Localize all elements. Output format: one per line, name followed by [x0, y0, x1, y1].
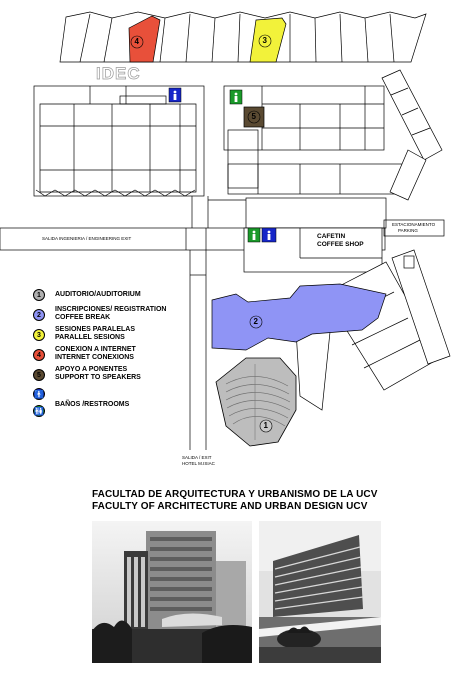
bottom-exit-label-1: SALIDA / EXIT	[182, 455, 212, 460]
legend-swatch-1: 1	[33, 289, 45, 301]
auditorium-area	[216, 358, 296, 446]
parking-label-2: PARKING	[398, 228, 418, 233]
coffee-shop-label-2: COFFEE SHOP	[317, 241, 364, 248]
left-block	[34, 86, 204, 196]
top-wing-outline	[60, 12, 426, 62]
legend-swatch-2: 2	[33, 309, 45, 321]
legend-swatch-4: 4	[33, 349, 45, 361]
marker-5-label: 5	[251, 112, 256, 121]
building-photo-right	[259, 521, 381, 663]
marker-1-label: 1	[263, 421, 268, 430]
legend-text-auditorium: AUDITORIO/AUDITORIUM	[55, 291, 141, 298]
legend-restroom-blue-icon: 🚹	[34, 389, 44, 399]
faculty-title-es: FACULTAD DE ARQUITECTURA Y URBANISMO DE LA UCV	[92, 489, 378, 500]
coffee-shop-label-1: CAFETIN	[317, 233, 346, 240]
building-photo-left	[92, 521, 252, 663]
legend-text-speaker-support: APOYO A PONENTES SUPPORT TO SPEAKERS	[55, 366, 141, 382]
legend-text-restrooms: BAÑOS /RESTROOMS	[55, 401, 130, 408]
legend-restroom-green-icon: 🚻	[34, 406, 44, 416]
legend-text-registration: INSCRIPCIONES/ REGISTRATION COFFEE BREAK	[55, 306, 167, 322]
engineering-exit-label: SALIDA INGENIERIA / ENGINEERING EXIT	[42, 236, 132, 241]
idec-label: IDEC	[96, 64, 141, 83]
marker-3-label: 3	[262, 36, 267, 45]
faculty-title-en: FACULTY OF ARCHITECTURE AND URBAN DESIGN UCV	[92, 501, 368, 512]
legend-text-internet: CONEXION A INTERNET INTERNET CONEXIONS	[55, 346, 136, 362]
legend-swatch-3: 3	[33, 329, 45, 341]
legend-swatch-5: 5	[33, 369, 45, 381]
bottom-exit-label-2: HOTEL M.ISIAC	[182, 461, 215, 466]
marker-2-label: 2	[253, 317, 258, 326]
parking-label-1: ESTACIONAMIENTO	[392, 222, 436, 227]
marker-4-label: 4	[134, 37, 139, 46]
right-diagonal-wing	[382, 70, 442, 160]
legend-text-parallel-sessions: SESIONES PARALELAS PARALLEL SESIONS	[55, 326, 135, 342]
